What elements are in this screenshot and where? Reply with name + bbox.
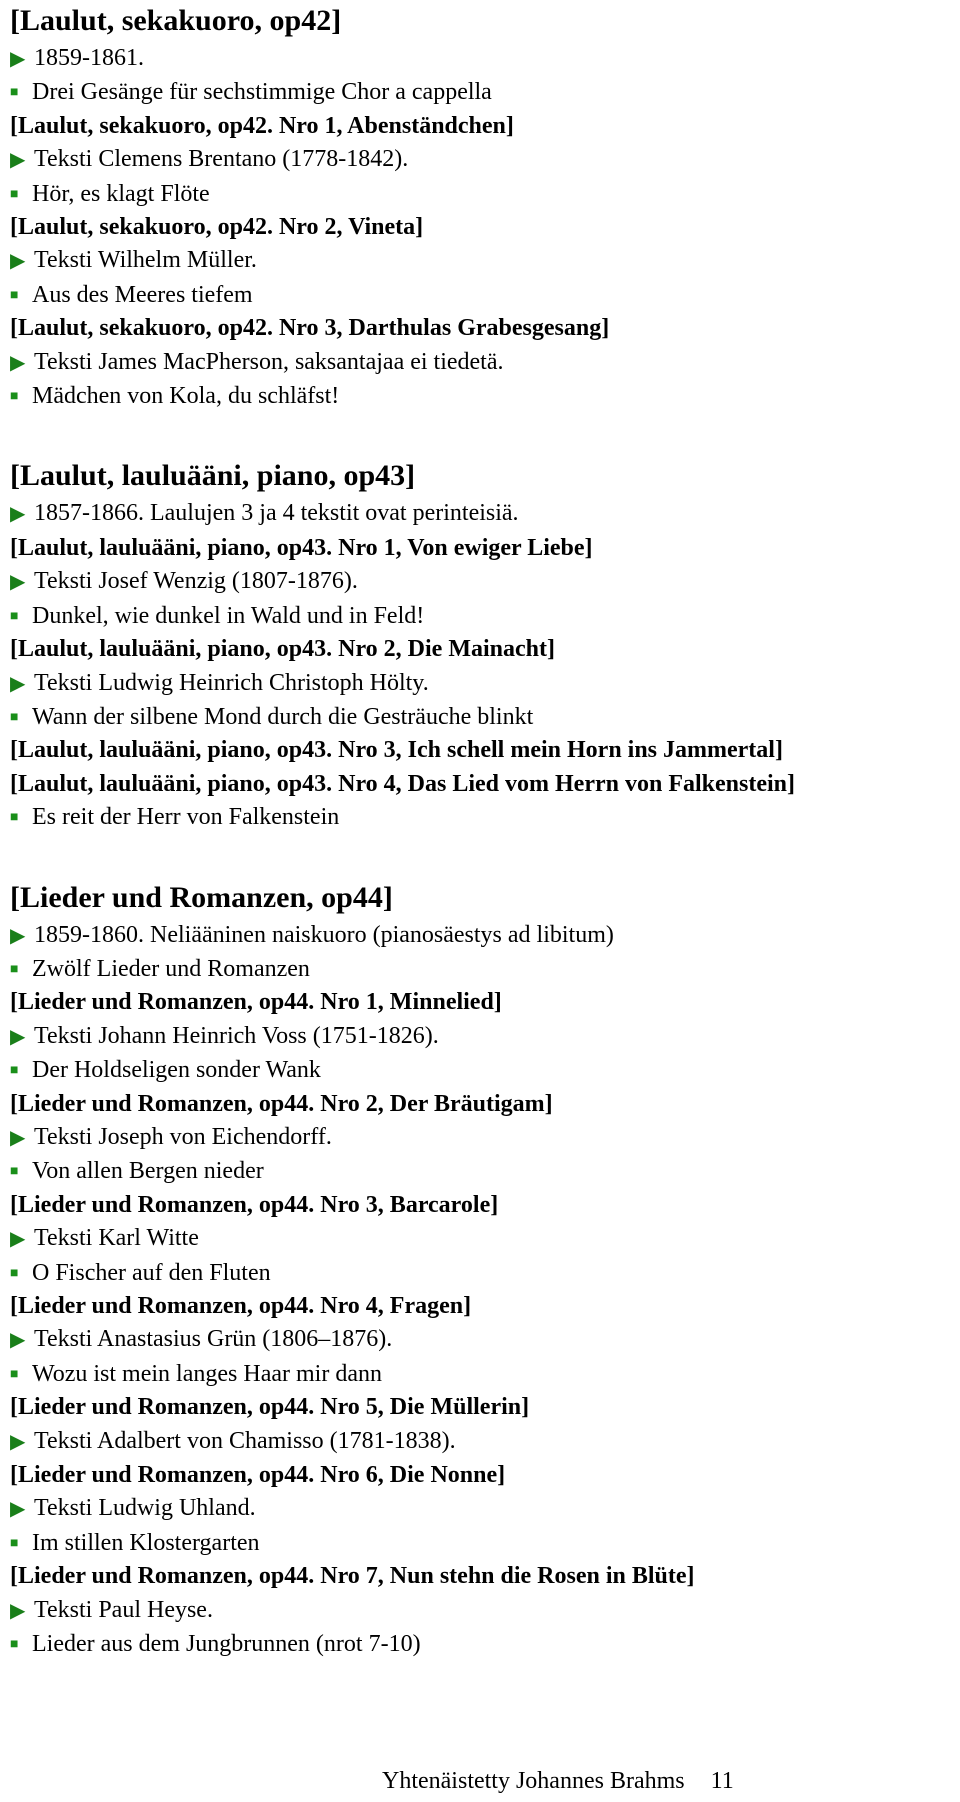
arrow-bullet-icon: ▶ [10,1498,26,1521]
square-bullet-icon: ■ [10,1366,19,1382]
work-section [10,4,960,413]
square-bullet-icon: ■ [10,1063,19,1079]
info-line [10,1222,960,1256]
line-text: Teksti Josef Wenzig (1807-1876). [34,568,358,595]
incipit-line [10,178,960,211]
sub-entry-heading [10,532,960,565]
line-text: 1859-1860. Neliääninen naiskuoro (pianosäestys ad libitum) [34,921,614,948]
incipit-line [10,600,960,633]
arrow-bullet-icon: ▶ [10,1126,26,1149]
footer-title: Yhtenäistetty Johannes Brahms [382,1768,685,1794]
line-text: Teksti Ludwig Heinrich Christoph Hölty. [34,669,429,696]
line-text: [Lieder und Romanzen, op44. Nro 2, Der Bräutigam] [10,1090,553,1117]
line-text: Teksti Paul Heyse. [34,1596,213,1623]
square-bullet-icon: ■ [10,1265,19,1281]
sub-entry-heading [10,1189,960,1222]
incipit-line [10,76,960,109]
info-line [10,143,960,177]
arrow-bullet-icon: ▶ [10,1430,26,1453]
arrow-bullet-icon: ▶ [10,1329,26,1352]
work-section [10,881,960,1662]
arrow-bullet-icon: ▶ [10,672,26,695]
incipit-line [10,1527,960,1560]
line-text: Mädchen von Kola, du schläfst! [32,383,340,410]
arrow-bullet-icon: ▶ [10,250,26,273]
square-bullet-icon: ■ [10,608,19,624]
info-line [10,565,960,599]
info-line [10,1020,960,1054]
line-text: [Laulut, sekakuoro, op42. Nro 2, Vineta] [10,214,424,241]
line-text: Im stillen Klostergarten [32,1529,260,1556]
line-text: Drei Gesänge für sechstimmige Chor a cappella [32,79,492,106]
line-text: Teksti James MacPherson, saksantajaa ei tiedetä. [34,348,504,375]
incipit-line [10,953,960,986]
line-text: [Lieder und Romanzen, op44. Nro 3, Barcarole] [10,1191,499,1218]
line-text: Aus des Meeres tiefem [32,281,253,308]
line-text: 1857-1866. Laulujen 3 ja 4 tekstit ovat perinteisiä. [34,500,519,527]
arrow-bullet-icon: ▶ [10,1599,26,1622]
arrow-bullet-icon: ▶ [10,503,26,526]
line-text: [Laulut, sekakuoro, op42. Nro 3, Darthulas Grabesgesang] [10,315,610,342]
page-number: 11 [710,1768,734,1794]
incipit-line [10,279,960,312]
incipit-line [10,1358,960,1391]
line-text: Teksti Adalbert von Chamisso (1781-1838). [34,1427,456,1454]
document-body [10,0,960,1661]
sub-entry-heading [10,734,960,767]
line-text: Wozu ist mein langes Haar mir dann [32,1360,382,1387]
arrow-bullet-icon: ▶ [10,1025,26,1048]
square-bullet-icon: ■ [10,186,19,202]
page-footer [382,1766,734,1796]
info-line [10,667,960,701]
line-text: 1859-1861. [34,45,144,71]
incipit-line [10,1257,960,1290]
line-text: [Laulut, sekakuoro, op42. Nro 1, Abenständchen] [10,112,514,139]
info-line [10,497,960,531]
square-bullet-icon: ■ [10,287,19,303]
line-text: Teksti Wilhelm Müller. [34,247,257,274]
info-line [10,346,960,380]
line-text: Hör, es klagt Flöte [32,180,210,207]
info-line [10,244,960,278]
line-text: [Laulut, lauluääni, piano, op43. Nro 2, Die Mainacht] [10,636,555,663]
sub-entry-heading [10,1391,960,1424]
info-line [10,1121,960,1155]
section-title: [Laulut, sekakuoro, op42] [10,4,342,37]
line-text: [Lieder und Romanzen, op44. Nro 1, Minnelied] [10,989,502,1016]
line-text: Teksti Karl Witte [34,1225,199,1252]
section-title: [Lieder und Romanzen, op44] [10,880,393,914]
line-text: O Fischer auf den Fluten [32,1259,271,1286]
sub-entry-heading [10,986,960,1019]
arrow-bullet-icon: ▶ [10,1228,26,1251]
square-bullet-icon: ■ [10,709,19,725]
line-text: [Laulut, lauluääni, piano, op43. Nro 4, Das Lied vom Herrn von Falkenstein] [10,770,795,797]
incipit-line [10,801,960,834]
sub-entry-heading [10,633,960,666]
line-text: Wann der silbene Mond durch die Gesträuche blinkt [32,703,534,730]
sub-entry-heading [10,768,960,801]
square-bullet-icon: ■ [10,1637,19,1653]
info-line [10,1323,960,1357]
section-title: [Laulut, lauluääni, piano, op43] [10,459,416,493]
info-line [10,919,960,953]
square-bullet-icon: ■ [10,85,19,101]
line-text: Teksti Ludwig Uhland. [34,1495,256,1522]
line-text: [Lieder und Romanzen, op44. Nro 6, Die Nonne] [10,1462,506,1489]
line-text: [Lieder und Romanzen, op44. Nro 5, Die Müllerin] [10,1394,530,1421]
line-text: Dunkel, wie dunkel in Wald und in Feld! [32,602,425,629]
sub-entry-heading [10,312,960,345]
sub-entry-heading [10,1088,960,1121]
line-text: Der Holdseligen sonder Wank [32,1057,321,1084]
line-text: [Laulut, lauluääni, piano, op43. Nro 1, Von ewiger Liebe] [10,534,593,561]
line-text: Lieder aus dem Jungbrunnen (nrot 7-10) [32,1631,421,1658]
incipit-line [10,380,960,413]
info-line [10,1492,960,1526]
sub-entry-heading [10,1459,960,1492]
line-text: [Laulut, lauluääni, piano, op43. Nro 3, Ich schell mein Horn ins Jammertal] [10,737,783,764]
incipit-line [10,1155,960,1188]
square-bullet-icon: ■ [10,1164,19,1180]
arrow-bullet-icon: ▶ [10,149,26,172]
sub-entry-heading [10,1560,960,1593]
square-bullet-icon: ■ [10,1535,19,1551]
line-text: Teksti Clemens Brentano (1778-1842). [34,146,409,173]
line-text: [Lieder und Romanzen, op44. Nro 7, Nun stehn die Rosen in Blüte] [10,1563,695,1590]
line-text: Teksti Joseph von Eichendorff. [34,1123,332,1150]
line-text: Zwölf Lieder und Romanzen [32,955,310,982]
square-bullet-icon: ■ [10,389,19,405]
square-bullet-icon: ■ [10,961,19,977]
incipit-line [10,1628,960,1661]
info-line [10,1594,960,1628]
sub-entry-heading [10,1290,960,1323]
work-section [10,459,960,834]
line-text: Es reit der Herr von Falkenstein [32,804,340,831]
arrow-bullet-icon: ▶ [10,571,26,594]
square-bullet-icon: ■ [10,810,19,826]
arrow-bullet-icon: ▶ [10,48,26,70]
info-line [10,1425,960,1459]
line-text: Von allen Bergen nieder [32,1158,264,1185]
arrow-bullet-icon: ▶ [10,351,26,374]
line-text: Teksti Johann Heinrich Voss (1751-1826). [34,1022,439,1049]
arrow-bullet-icon: ▶ [10,924,26,947]
info-line [10,42,960,76]
incipit-line [10,1054,960,1087]
sub-entry-heading [10,110,960,143]
incipit-line [10,701,960,734]
line-text: [Lieder und Romanzen, op44. Nro 4, Fragen] [10,1293,472,1319]
sub-entry-heading [10,211,960,244]
line-text: Teksti Anastasius Grün (1806–1876). [34,1326,393,1353]
